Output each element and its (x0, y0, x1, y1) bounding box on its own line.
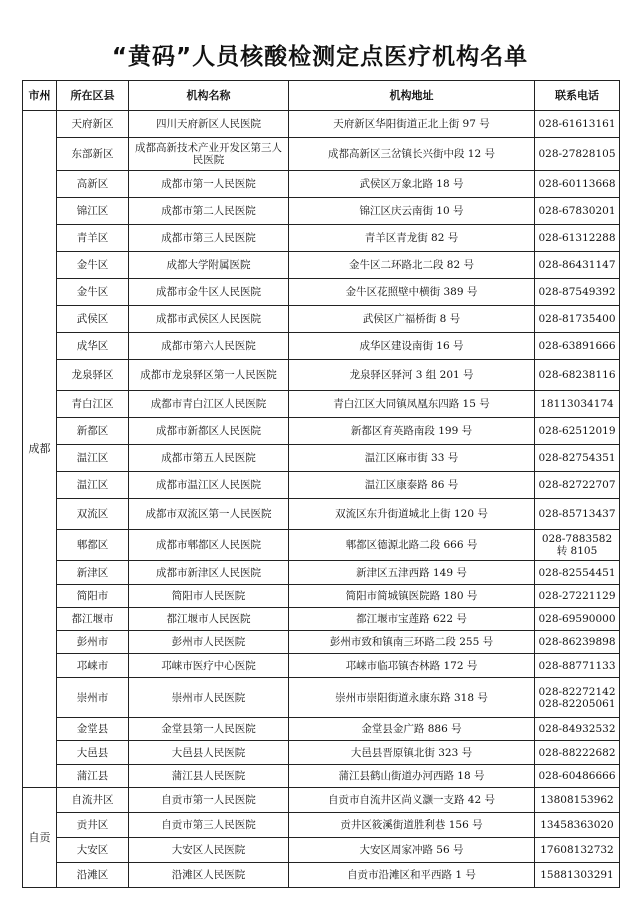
district-cell: 温江区 (57, 472, 129, 499)
table-row (23, 654, 620, 678)
phone-cell: 028-60113668 (535, 171, 620, 198)
institution-cell: 成都大学附属医院 (129, 252, 289, 279)
district-cell: 武侯区 (57, 306, 129, 333)
header-institution: 机构名称 (129, 81, 289, 111)
table-row (23, 585, 620, 608)
institution-cell: 崇州市人民医院 (129, 678, 289, 718)
phone-cell: 028-82754351 (535, 445, 620, 472)
address-cell: 新津区五津西路 149 号 (289, 561, 535, 585)
district-cell: 贡井区 (57, 813, 129, 838)
phone-cell: 028-82722707 (535, 472, 620, 499)
address-cell: 自贡市沿滩区和平西路 1 号 (289, 863, 535, 888)
district-cell: 成华区 (57, 333, 129, 360)
district-cell: 郫都区 (57, 530, 129, 561)
institution-cell: 自贡市第三人民医院 (129, 813, 289, 838)
institution-cell: 简阳市人民医院 (129, 585, 289, 608)
institution-cell: 蒲江县人民医院 (129, 765, 289, 788)
district-cell: 锦江区 (57, 198, 129, 225)
table-row (23, 788, 620, 813)
institution-cell: 彭州市人民医院 (129, 631, 289, 654)
table-row (23, 445, 620, 472)
table-row (23, 838, 620, 863)
table-row (23, 561, 620, 585)
address-cell: 成华区建设南街 16 号 (289, 333, 535, 360)
table-row (23, 279, 620, 306)
address-cell: 大邑县晋原镇北街 323 号 (289, 741, 535, 765)
table-row (23, 418, 620, 445)
address-cell: 郫都区德源北路二段 666 号 (289, 530, 535, 561)
address-cell: 青羊区青龙街 82 号 (289, 225, 535, 252)
table-row (23, 252, 620, 279)
address-cell: 金牛区二环路北二段 82 号 (289, 252, 535, 279)
table-row (23, 333, 620, 360)
district-cell: 金牛区 (57, 252, 129, 279)
district-cell: 新都区 (57, 418, 129, 445)
institution-cell: 成都市第一人民医院 (129, 171, 289, 198)
phone-cell: 028-61613161 (535, 111, 620, 138)
phone-cell: 028-86431147 (535, 252, 620, 279)
address-cell: 新都区育英路南段 199 号 (289, 418, 535, 445)
phone-cell: 028-63891666 (535, 333, 620, 360)
institution-cell: 成都市双流区第一人民医院 (129, 499, 289, 530)
phone-cell: 028-27828105 (535, 138, 620, 171)
district-cell: 崇州市 (57, 678, 129, 718)
district-cell: 龙泉驿区 (57, 360, 129, 391)
district-cell: 双流区 (57, 499, 129, 530)
address-cell: 成都高新区三岔镇长兴街中段 12 号 (289, 138, 535, 171)
phone-cell: 028-81735400 (535, 306, 620, 333)
header-row (23, 81, 620, 111)
institution-cell: 成都市第六人民医院 (129, 333, 289, 360)
page-title: “黄码”人员核酸检测定点医疗机构名单 (111, 44, 529, 70)
table-row (23, 472, 620, 499)
table-body (23, 111, 620, 888)
phone-cell: 028-62512019 (535, 418, 620, 445)
phone-cell: 18113034174 (535, 391, 620, 418)
phone-cell: 028-69590000 (535, 608, 620, 631)
address-cell: 贡井区筱溪街道胜利巷 156 号 (289, 813, 535, 838)
institution-cell: 成都市第二人民医院 (129, 198, 289, 225)
district-cell: 青羊区 (57, 225, 129, 252)
institution-cell: 邛崃市医疗中心医院 (129, 654, 289, 678)
table-row (23, 198, 620, 225)
table-row (23, 678, 620, 718)
address-cell: 蒲江县鹤山街道办河西路 18 号 (289, 765, 535, 788)
district-cell: 蒲江县 (57, 765, 129, 788)
header-address: 机构地址 (289, 81, 535, 111)
institution-cell: 大安区人民医院 (129, 838, 289, 863)
table-row (23, 765, 620, 788)
table-row (23, 863, 620, 888)
address-cell: 武侯区广福桥街 8 号 (289, 306, 535, 333)
institution-cell: 都江堰市人民医院 (129, 608, 289, 631)
table-row (23, 225, 620, 252)
header-phone: 联系电话 (535, 81, 620, 111)
address-cell: 双流区东升街道城北上街 120 号 (289, 499, 535, 530)
phone-cell: 028-67830201 (535, 198, 620, 225)
institution-cell: 沿滩区人民医院 (129, 863, 289, 888)
table-row (23, 171, 620, 198)
table-row (23, 741, 620, 765)
institution-cell: 成都市武侯区人民医院 (129, 306, 289, 333)
table-row (23, 360, 620, 391)
phone-cell: 13808153962 (535, 788, 620, 813)
institution-cell: 成都市新津区人民医院 (129, 561, 289, 585)
institution-cell: 四川天府新区人民医院 (129, 111, 289, 138)
institution-cell: 成都市青白江区人民医院 (129, 391, 289, 418)
district-cell: 新津区 (57, 561, 129, 585)
address-cell: 天府新区华阳街道正北上街 97 号 (289, 111, 535, 138)
district-cell: 温江区 (57, 445, 129, 472)
institution-cell: 大邑县人民医院 (129, 741, 289, 765)
address-cell: 锦江区庆云南街 10 号 (289, 198, 535, 225)
district-cell: 东部新区 (57, 138, 129, 171)
phone-cell: 028-87549392 (535, 279, 620, 306)
table-row (23, 111, 620, 138)
district-cell: 沿滩区 (57, 863, 129, 888)
phone-cell: 028-88222682 (535, 741, 620, 765)
phone-cell: 028-82272142 028-82205061 (535, 678, 620, 718)
district-cell: 高新区 (57, 171, 129, 198)
phone-cell: 028-85713437 (535, 499, 620, 530)
phone-cell: 15881303291 (535, 863, 620, 888)
table-row (23, 631, 620, 654)
address-cell: 大安区周家冲路 56 号 (289, 838, 535, 863)
address-cell: 金堂县金广路 886 号 (289, 718, 535, 741)
institution-cell: 成都市第五人民医院 (129, 445, 289, 472)
city-cell: 自贡 (23, 788, 57, 888)
institution-cell: 成都高新技术产业开发区第三人民医院 (129, 138, 289, 171)
institution-cell: 成都市金牛区人民医院 (129, 279, 289, 306)
hospital-table (22, 80, 620, 888)
address-cell: 自贡市自流井区尚义灏一支路 42 号 (289, 788, 535, 813)
table-row (23, 530, 620, 561)
phone-cell: 028-86239898 (535, 631, 620, 654)
address-cell: 青白江区大同镇凤凰东四路 15 号 (289, 391, 535, 418)
district-cell: 大安区 (57, 838, 129, 863)
address-cell: 温江区麻市街 33 号 (289, 445, 535, 472)
address-cell: 崇州市崇阳街道永康东路 318 号 (289, 678, 535, 718)
district-cell: 金牛区 (57, 279, 129, 306)
phone-cell: 028-68238116 (535, 360, 620, 391)
district-cell: 彭州市 (57, 631, 129, 654)
district-cell: 都江堰市 (57, 608, 129, 631)
phone-cell: 028-27221129 (535, 585, 620, 608)
institution-cell: 自贡市第一人民医院 (129, 788, 289, 813)
institution-cell: 成都市温江区人民医院 (129, 472, 289, 499)
address-cell: 龙泉驿区驿河 3 组 201 号 (289, 360, 535, 391)
address-cell: 都江堰市宝莲路 622 号 (289, 608, 535, 631)
phone-cell: 028-82554451 (535, 561, 620, 585)
address-cell: 邛崃市临邛镇杏林路 172 号 (289, 654, 535, 678)
institution-cell: 金堂县第一人民医院 (129, 718, 289, 741)
institution-cell: 成都市第三人民医院 (129, 225, 289, 252)
table-row (23, 499, 620, 530)
city-cell: 成都 (23, 111, 57, 788)
phone-cell: 028-61312288 (535, 225, 620, 252)
table-row (23, 391, 620, 418)
institution-cell: 成都市新都区人民医院 (129, 418, 289, 445)
table-row (23, 813, 620, 838)
table-row (23, 718, 620, 741)
institution-cell: 成都市郫都区人民医院 (129, 530, 289, 561)
address-cell: 简阳市简城镇医院路 180 号 (289, 585, 535, 608)
header-city: 市州 (23, 81, 57, 111)
phone-cell: 028-60486666 (535, 765, 620, 788)
phone-cell: 13458363020 (535, 813, 620, 838)
header-district: 所在区县 (57, 81, 129, 111)
table-row (23, 306, 620, 333)
table-row (23, 608, 620, 631)
district-cell: 青白江区 (57, 391, 129, 418)
district-cell: 天府新区 (57, 111, 129, 138)
district-cell: 大邑县 (57, 741, 129, 765)
phone-cell: 17608132732 (535, 838, 620, 863)
district-cell: 邛崃市 (57, 654, 129, 678)
phone-cell: 028-7883582 转 8105 (535, 530, 620, 561)
address-cell: 温江区康泰路 86 号 (289, 472, 535, 499)
phone-cell: 028-84932532 (535, 718, 620, 741)
address-cell: 武侯区万象北路 18 号 (289, 171, 535, 198)
district-cell: 金堂县 (57, 718, 129, 741)
address-cell: 金牛区花照壁中横街 389 号 (289, 279, 535, 306)
district-cell: 自流井区 (57, 788, 129, 813)
table-row (23, 138, 620, 171)
institution-cell: 成都市龙泉驿区第一人民医院 (129, 360, 289, 391)
address-cell: 彭州市致和镇南三环路二段 255 号 (289, 631, 535, 654)
phone-cell: 028-88771133 (535, 654, 620, 678)
district-cell: 简阳市 (57, 585, 129, 608)
